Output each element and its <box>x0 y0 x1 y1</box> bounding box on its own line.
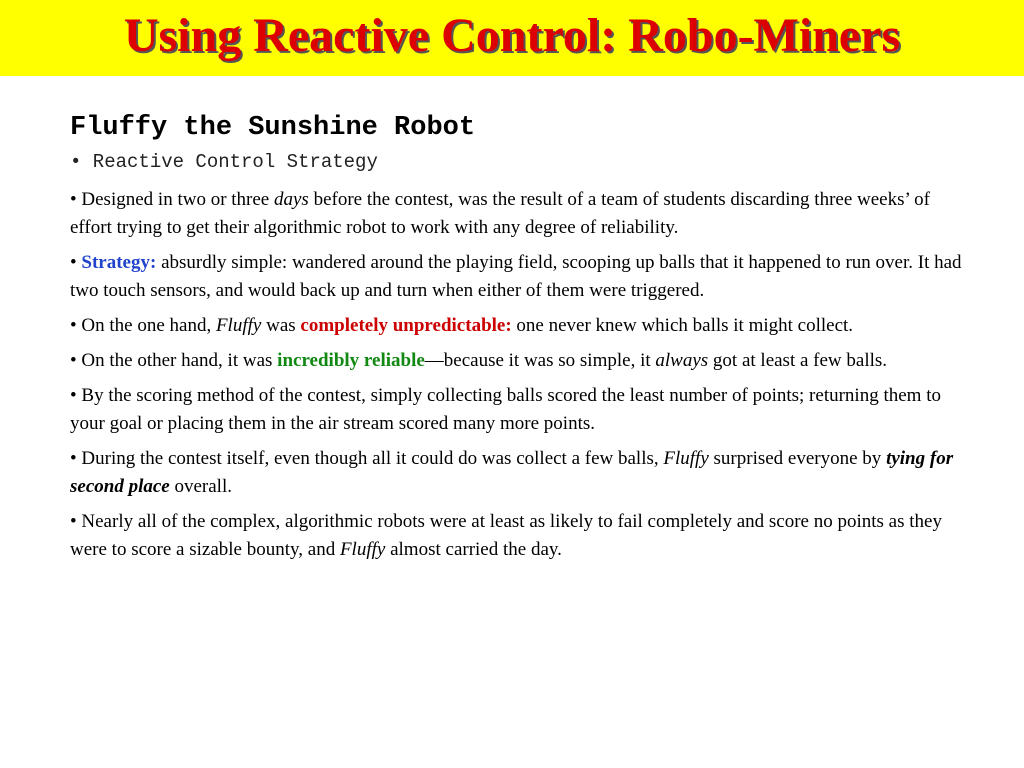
title-bar <box>0 0 1024 76</box>
bullet-text: overall. <box>169 476 232 497</box>
bullet-text: • <box>70 252 82 273</box>
bullet-item-1 <box>70 186 970 242</box>
bullet-item-6 <box>70 445 970 501</box>
italic-text: Fluffy <box>215 315 262 336</box>
bullet-text: absurdly simple: wandered around the playing field, scooping up balls that it happened to run over. It had two touch sensors, and would back up and turn when either of them were triggered. <box>70 252 962 301</box>
bullet-item-2 <box>70 249 970 305</box>
bullet-text: one never knew which balls it might collect. <box>511 315 854 336</box>
bullet-text: —because it was so simple, it <box>424 350 656 371</box>
slide-content <box>70 108 970 571</box>
slide-title: Using Reactive Control: Robo-Miners <box>123 9 901 62</box>
strategy-label: Strategy: <box>81 252 157 273</box>
bullet-text: before the contest, was the result of a team of students discarding three weeks’ of effort trying to get their algorithmic robot to work with any degree of reliability. <box>70 189 930 238</box>
unpredictable-highlight: completely unpredictable: <box>300 315 512 336</box>
bullet-text: almost carried the day. <box>385 539 562 560</box>
italic-text: Fluffy <box>339 539 386 560</box>
bullet-item-5 <box>70 382 970 438</box>
bullet-text: • Designed in two or three <box>70 189 274 210</box>
bullet-text: • On the other hand, it was <box>70 350 278 371</box>
section-subheading: • Reactive Control Strategy <box>70 151 378 173</box>
bullet-item-7 <box>70 508 970 564</box>
bullet-item-4 <box>70 347 970 375</box>
bullet-text: • During the contest itself, even though all it could do was collect a few balls, <box>70 448 664 469</box>
italic-text: Fluffy <box>663 448 709 469</box>
bullet-text: • On the one hand, <box>70 315 216 336</box>
bullet-item-3 <box>70 312 970 340</box>
bullet-text: got at least a few balls. <box>708 350 888 371</box>
bullet-text: • Nearly all of the complex, algorithmic robots were at least as likely to fail completely and score no points as they were to score a sizable bounty, and <box>70 511 942 560</box>
italic-text: days <box>274 189 309 210</box>
bullet-text: was <box>261 315 301 336</box>
italic-text: always <box>655 350 709 371</box>
bullet-text: • By the scoring method of the contest, simply collecting balls scored the least number of points; returning them to your goal or placing them in the air stream scored many more points. <box>70 385 941 434</box>
second-place-emphasis: tying for second place <box>70 448 954 497</box>
reliable-highlight: incredibly reliable <box>277 350 425 371</box>
bullet-text: surprised everyone by <box>708 448 887 469</box>
section-heading: Fluffy the Sunshine Robot <box>70 113 476 143</box>
